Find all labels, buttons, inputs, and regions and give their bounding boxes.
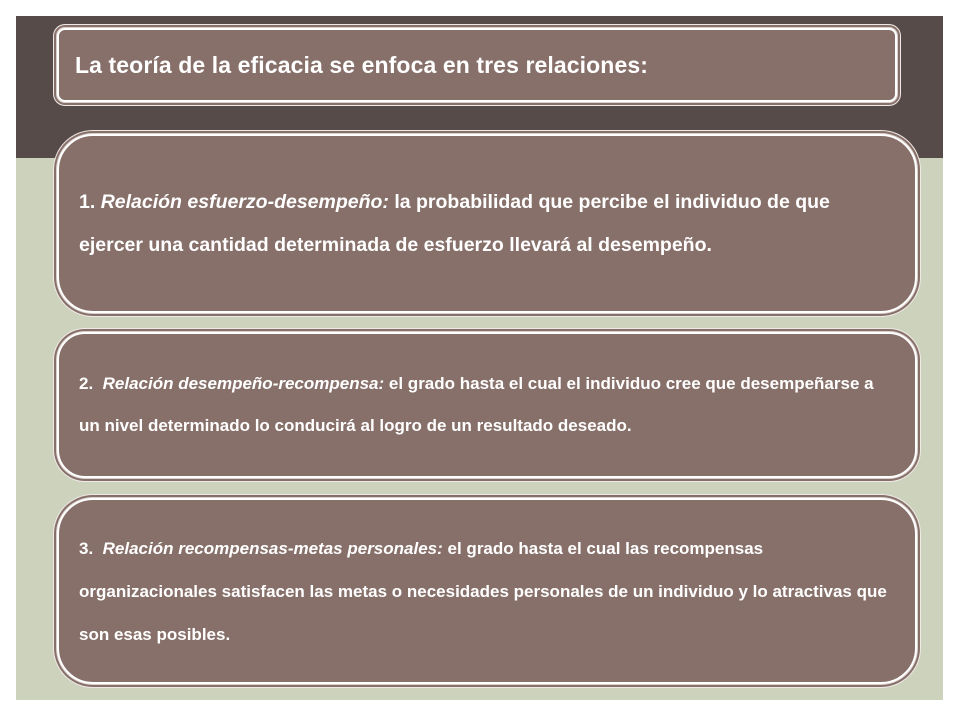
relation-number-3: 3. — [79, 538, 94, 558]
relation-box-3 — [57, 498, 917, 684]
title-box — [57, 28, 897, 102]
relation-box-1 — [57, 134, 917, 313]
relation-number-1: 1. — [79, 190, 96, 213]
slide-title: La teoría de la eficacia se enfoca en tres relaciones: — [75, 51, 648, 78]
relation-description-3: el grado hasta el cual las recompensas organizacionales satisfacen las metas o necesidades personales de un individuo y lo atractivas que son esas posibles. — [79, 538, 887, 644]
relation-text-3 — [79, 527, 897, 656]
relation-term-1: Relación esfuerzo-desempeño: — [100, 190, 389, 213]
relation-number-2: 2. — [79, 374, 94, 393]
relation-text-1 — [79, 181, 897, 267]
relation-term-2: Relación desempeño-recompensa: — [102, 374, 385, 393]
relation-description-1: la probabilidad que percibe el individuo de que ejercer una cantidad determinada de esfuerzo llevará al desempeño. — [79, 190, 830, 256]
relation-description-2: el grado hasta el cual el individuo cree que desempeñarse a un nivel determinado lo conducirá al logro de un resultado deseado. — [79, 374, 874, 435]
relation-box-2 — [57, 332, 917, 478]
relation-text-2 — [79, 363, 897, 447]
relation-term-3: Relación recompensas-metas personales: — [102, 538, 443, 558]
